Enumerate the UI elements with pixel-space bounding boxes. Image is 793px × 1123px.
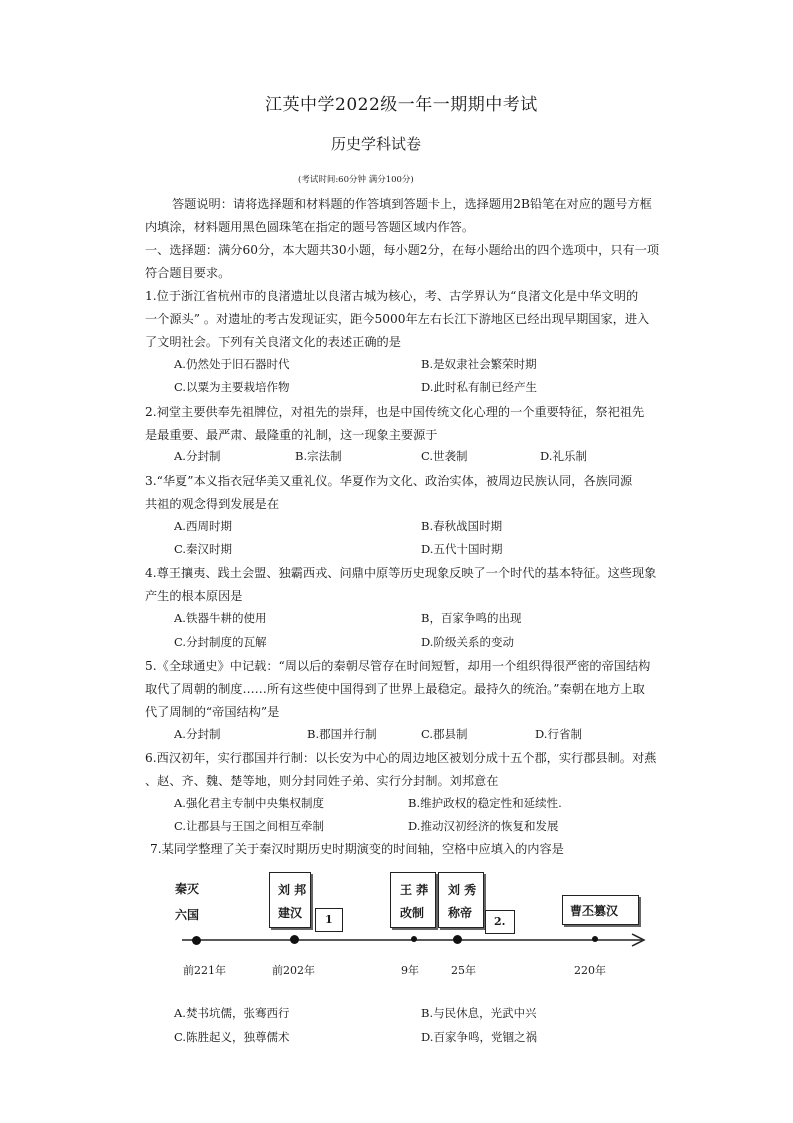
question-3-option-b[interactable]: B.春秋战国时期 [421, 519, 503, 533]
timeline-blank-2-label: 2. [494, 915, 506, 928]
question-6-option-b[interactable]: B.维护政权的稳定性和延续性. [408, 796, 562, 810]
timeline-event-1-line-1: 秦灭 [175, 882, 200, 896]
question-1-line-1: 1.位于浙江省杭州市的良渚遗址以良渚古城为核心，考、古学界认为“良渚文化是中华文明的 [145, 289, 639, 303]
question-4-line-2: 产生的根本原因是 [145, 589, 243, 603]
question-6-option-d[interactable]: D.推动汉初经济的恢复和发展 [408, 819, 559, 833]
question-4-option-c[interactable]: C.分封制度的瓦解 [174, 635, 267, 649]
question-6-option-c[interactable]: C.让郡县与王国之间相互牵制 [174, 819, 325, 833]
timeline-event-1-line-2: 六国 [175, 908, 200, 922]
question-2-option-d[interactable]: D.礼乐制 [540, 449, 587, 463]
question-2-line-1: 2.祠堂主要供奉先祖牌位，对祖先的崇拜，也是中国传统文化心理的一个重要特征，祭祀祖先 [145, 405, 645, 419]
timeline-point-4 [453, 935, 462, 944]
timeline-point-3 [411, 936, 417, 942]
question-3-line-2: 共祖的观念得到发展是在 [145, 497, 280, 511]
question-5-option-b[interactable]: B.郡国并行制 [307, 727, 377, 741]
question-3-option-d[interactable]: D.五代十国时期 [421, 542, 503, 556]
question-4-option-a[interactable]: A.铁器牛耕的使用 [174, 611, 267, 625]
timeline-event-4-line-2: 称帝 [448, 906, 473, 920]
timeline-point-5 [592, 936, 598, 942]
timeline-card-2 [269, 872, 311, 928]
question-2-option-a[interactable]: A.分封制 [174, 449, 221, 463]
instructions-line-2: 内填涂，材料题用黑色圆珠笔在指定的题号答题区域内作答。 [145, 220, 475, 234]
question-1-line-2: 一个源头” 。对遗址的考古发现证实，距今5000年左右长江下游地区已经出现早期国家，进入 [145, 312, 650, 326]
timeline-card-5 [562, 895, 639, 925]
question-5-option-d[interactable]: D.行省制 [535, 727, 582, 741]
question-4-option-b[interactable]: B，百家争鸣的出现 [421, 611, 522, 625]
timeline-year-5: 220年 [574, 964, 606, 977]
timeline-year-1: 前221年 [183, 964, 226, 977]
question-1-line-3: 了文明社会。下列有关良渚文化的表述正确的是 [145, 335, 401, 349]
timeline-year-3: 9年 [401, 964, 419, 977]
question-1-option-b[interactable]: B.是奴隶社会繁荣时期 [421, 357, 537, 371]
question-3-option-a[interactable]: A.西周时期 [174, 519, 232, 533]
question-7-option-d[interactable]: D.百家争鸣，党锢之祸 [421, 1030, 537, 1044]
exam-title: 江英中学2022级一年一期期中考试 [265, 95, 538, 115]
timeline-blank-1[interactable] [315, 908, 343, 932]
question-7-option-b[interactable]: B.与民休息，光武中兴 [421, 1006, 537, 1020]
timeline-point-1 [192, 936, 201, 945]
question-5-line-3: 代了周制的“帝国结构”是 [145, 705, 280, 719]
section-heading-line-2: 符合题目要求。 [145, 266, 231, 280]
exam-info: (考试时间:60分钟 满分100分) [298, 175, 414, 185]
timeline-event-2-line-1: 刘 邦 [278, 883, 307, 897]
question-7-line-1: 7.某同学整理了关于秦汉时期历史时期演变的时间轴，空格中应填入的内容是 [150, 842, 564, 856]
question-1-option-c[interactable]: C.以粟为主要栽培作物 [174, 380, 290, 394]
instructions-line-1: 答题说明：请将选择题和材料题的作答填到答题卡上，选择题用2B铅笔在对应的题号方框 [172, 197, 652, 211]
question-1-option-d[interactable]: D.此时私有制已经产生 [421, 380, 537, 394]
question-5-line-2: 取代了周朝的制度……所有这些使中国得到了世界上最稳定。最持久的统治。”秦朝在地方上取 [145, 682, 645, 696]
section-heading-line-1: 一、选择题：满分60分，本大题共30小题，每小题2分，在每小题给出的四个选项中，只有一项 [145, 243, 660, 257]
timeline-point-2 [290, 935, 299, 944]
timeline-event-3-line-2: 改制 [400, 906, 425, 920]
question-4-line-1: 4.尊王攘夷、践土会盟、独霸西戎、问鼎中原等历史现象反映了一个时代的基本特征。这些现象 [145, 566, 657, 580]
question-5-option-c[interactable]: C.郡县制 [421, 727, 468, 741]
timeline-event-2-line-2: 建汉 [278, 906, 303, 920]
timeline-year-2: 前202年 [272, 964, 315, 977]
timeline-blank-2[interactable] [485, 910, 515, 934]
question-3-option-c[interactable]: C.秦汉时期 [174, 542, 233, 556]
question-6-line-1: 6.西汉初年，实行郡国并行制：以长安为中心的周边地区被划分成十五个郡，实行郡县制。对燕 [145, 751, 657, 765]
question-1-option-a[interactable]: A.仍然处于旧石器时代 [174, 357, 290, 371]
timeline-card-4 [438, 872, 484, 928]
question-2-option-c[interactable]: C.世袭制 [421, 449, 468, 463]
question-6-line-2: 、赵、齐、魏、楚等地，则分封同姓子弟、实行分封制。刘邦意在 [145, 774, 499, 788]
timeline-event-5-line-1: 曹丕篡汉 [570, 904, 619, 918]
timeline-blank-1-label: 1 [325, 913, 333, 926]
timeline-event-3-line-1: 王 莽 [400, 883, 429, 897]
question-3-line-1: 3.“华夏”本义指衣冠华美又重礼仪。华夏作为文化、政治实体，被周边民族认同，各族同源 [145, 474, 633, 488]
question-7-option-c[interactable]: C.陈胜起义，独尊儒术 [174, 1030, 290, 1044]
timeline-year-4: 25年 [451, 964, 476, 977]
question-4-option-d[interactable]: D.阶级关系的变动 [421, 635, 514, 649]
exam-subtitle: 历史学科试卷 [331, 135, 422, 153]
question-2-line-2: 是最重要、最严肃、最隆重的礼制，这一现象主要源于 [145, 428, 438, 442]
timeline-card-3 [390, 872, 436, 928]
question-5-line-1: 5.《全球通史》中记载：“周以后的秦朝尽管存在时间短暂，却用一个组织得很严密的帝国结构 [145, 659, 651, 673]
question-5-option-a[interactable]: A.分封制 [174, 727, 221, 741]
question-2-option-b[interactable]: B.宗法制 [295, 449, 342, 463]
timeline-event-4-line-1: 刘 秀 [448, 883, 477, 897]
question-6-option-a[interactable]: A.强化君主专制中央集权制度 [174, 796, 324, 810]
question-7-option-a[interactable]: A.焚书坑儒，张骞西行 [174, 1006, 290, 1020]
